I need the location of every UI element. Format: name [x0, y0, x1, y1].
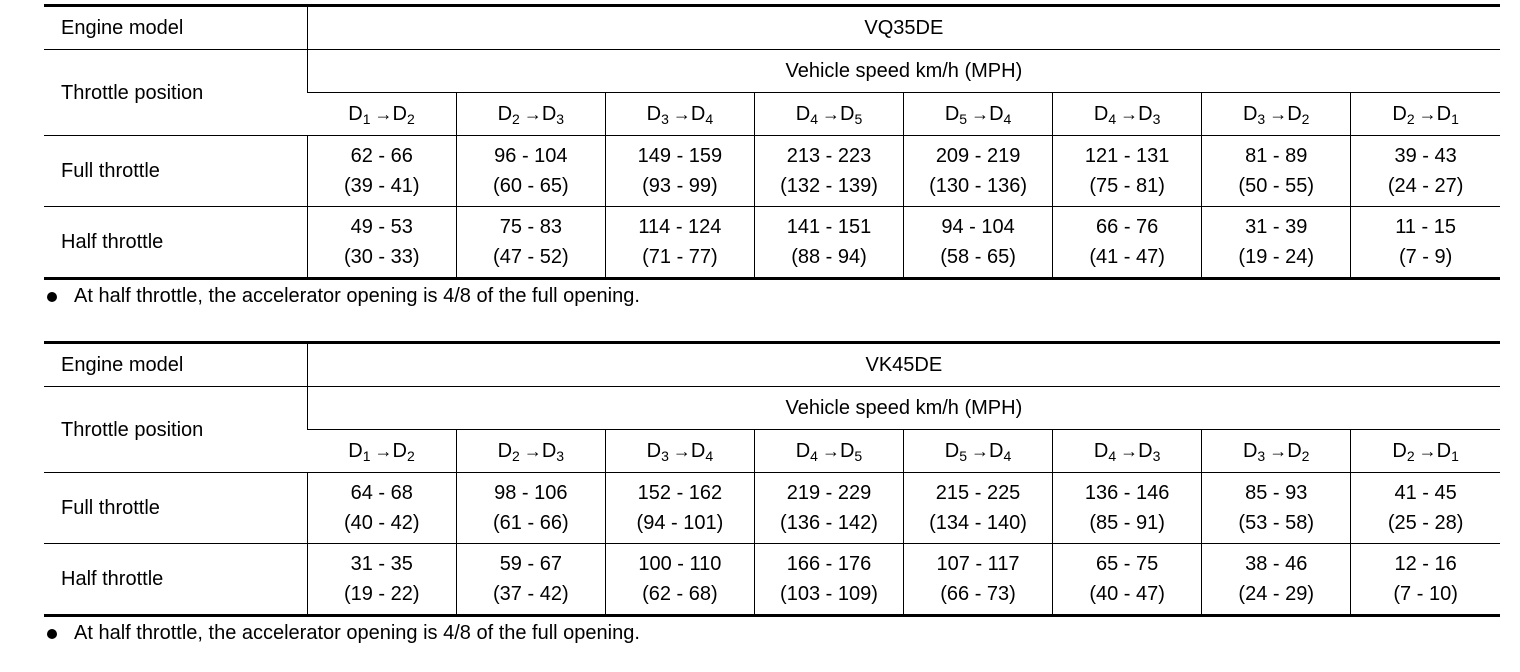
- shift-to: D: [1436, 439, 1452, 462]
- speed-kmh: 11 - 15: [1395, 216, 1457, 238]
- speed-header-row: [44, 387, 1500, 430]
- speed-kmh: 65 - 75: [1096, 553, 1159, 575]
- shift-to-gear: 4: [1003, 110, 1012, 127]
- speed-mph: (85 - 91): [1089, 512, 1165, 534]
- speed-cell: [456, 544, 605, 616]
- speed-kmh: 219 - 229: [786, 482, 872, 504]
- speed-kmh: 94 - 104: [941, 216, 1015, 238]
- speed-cell: [307, 473, 456, 544]
- speed-mph: (130 - 136): [929, 175, 1027, 197]
- row-label: Half throttle: [44, 207, 307, 279]
- shift-from-gear: 4: [1108, 447, 1117, 464]
- speed-mph: (136 - 142): [780, 512, 878, 534]
- vehicle-speed-header: Vehicle speed km/h (MPH): [307, 387, 1500, 430]
- speed-mph: (60 - 65): [493, 175, 569, 197]
- speed-mph: (24 - 27): [1387, 175, 1464, 197]
- shift-to: D: [690, 439, 706, 462]
- shift-from-gear: 2: [1406, 110, 1415, 127]
- shift-to: D: [839, 439, 855, 462]
- speed-cell: [1202, 136, 1351, 207]
- shift-to: D: [989, 102, 1004, 125]
- shift-header-cell: [904, 430, 1053, 473]
- shift-from: D: [795, 102, 811, 125]
- speed-mph: (134 - 140): [929, 512, 1027, 534]
- shift-to-gear: 2: [406, 447, 415, 464]
- speed-cell: [605, 136, 754, 207]
- speed-cell: [754, 136, 903, 207]
- shift-from: D: [348, 439, 363, 462]
- throttle-position-label: Throttle position: [44, 50, 307, 136]
- speed-kmh: 107 - 117: [936, 553, 1020, 575]
- shift-header-cell: [605, 93, 754, 136]
- speed-kmh: 64 - 68: [350, 482, 413, 504]
- shift-to: D: [1287, 102, 1302, 125]
- speed-kmh: 41 - 45: [1394, 482, 1457, 504]
- speed-cell: [1202, 544, 1351, 616]
- speed-cell: [1351, 136, 1500, 207]
- engine-model-row: [44, 6, 1500, 50]
- shift-arrow-icon: →: [523, 440, 542, 461]
- shift-from: D: [497, 439, 513, 462]
- shift-header-cell: [1053, 93, 1202, 136]
- speed-kmh: 38 - 46: [1245, 553, 1308, 575]
- speed-cell: [904, 136, 1053, 207]
- shift-to: D: [541, 102, 557, 125]
- speed-cell: [1351, 544, 1500, 616]
- shift-to-gear: 3: [1152, 447, 1161, 464]
- speed-cell: [1053, 473, 1202, 544]
- shift-arrow-icon: →: [821, 440, 840, 461]
- speed-mph: (39 - 41): [343, 175, 420, 197]
- shift-from: D: [1093, 439, 1109, 462]
- speed-mph: (40 - 42): [343, 512, 420, 534]
- speed-kmh: 96 - 104: [494, 145, 568, 167]
- speed-cell: [1053, 207, 1202, 279]
- speed-kmh: 81 - 89: [1245, 145, 1308, 167]
- speed-mph: (103 - 109): [780, 583, 878, 605]
- shift-from: D: [1093, 102, 1109, 125]
- shift-to-gear: 2: [406, 110, 415, 127]
- shift-to: D: [392, 102, 407, 125]
- shift-header-cell: [904, 93, 1053, 136]
- shift-to: D: [989, 439, 1004, 462]
- speed-kmh: 209 - 219: [935, 145, 1021, 167]
- speed-header-row: [44, 50, 1500, 93]
- shift-from: D: [944, 102, 960, 125]
- speed-mph: (25 - 28): [1387, 512, 1464, 534]
- speed-kmh: 75 - 83: [499, 216, 562, 238]
- speed-kmh: 39 - 43: [1394, 145, 1457, 167]
- speed-cell: [456, 207, 605, 279]
- shift-to-gear: 2: [1301, 447, 1310, 464]
- speed-cell: [904, 473, 1053, 544]
- shift-from: D: [646, 102, 662, 125]
- shift-header-cell: [1351, 430, 1500, 473]
- speed-cell: [307, 544, 456, 616]
- speed-kmh: 141 - 151: [786, 216, 872, 238]
- shift-from: D: [1242, 102, 1258, 125]
- shift-header-cell: [1202, 93, 1351, 136]
- bullet-icon: [47, 292, 57, 302]
- speed-cell: [605, 473, 754, 544]
- speed-kmh: 149 - 159: [637, 145, 723, 167]
- speed-kmh: 12 - 16: [1394, 553, 1457, 575]
- shift-to-gear: 5: [854, 110, 863, 127]
- speed-mph: (37 - 42): [493, 583, 569, 605]
- speed-kmh: 152 - 162: [637, 482, 723, 504]
- shift-arrow-icon: →: [374, 103, 393, 124]
- speed-cell: [1053, 544, 1202, 616]
- speed-kmh: 98 - 106: [494, 482, 568, 504]
- shift-to: D: [690, 102, 706, 125]
- speed-mph: (132 - 139): [780, 175, 878, 197]
- shift-to-gear: 4: [1003, 447, 1012, 464]
- speed-cell: [307, 136, 456, 207]
- half-throttle-note: [44, 280, 1500, 312]
- shift-from-gear: 3: [1257, 447, 1266, 464]
- speed-mph: (47 - 52): [493, 246, 569, 268]
- vehicle-speed-header: Vehicle speed km/h (MPH): [307, 50, 1500, 93]
- speed-cell: [307, 207, 456, 279]
- shift-to-gear: 4: [705, 110, 714, 127]
- shift-header-cell: [307, 93, 456, 136]
- speed-kmh: 136 - 146: [1084, 482, 1170, 504]
- speed-mph: (30 - 33): [343, 246, 420, 268]
- shift-arrow-icon: →: [1120, 440, 1139, 461]
- engine-model-value: VQ35DE: [307, 6, 1500, 50]
- table-row-full-throttle: [44, 473, 1500, 544]
- speed-mph: (66 - 73): [940, 583, 1016, 605]
- speed-mph: (19 - 22): [343, 583, 420, 605]
- speed-mph: (41 - 47): [1089, 246, 1165, 268]
- shift-header-cell: [456, 430, 605, 473]
- speed-mph: (7 - 10): [1393, 583, 1458, 605]
- speed-mph: (58 - 65): [940, 246, 1016, 268]
- row-label: Full throttle: [44, 473, 307, 544]
- speed-cell: [1053, 136, 1202, 207]
- shift-from-gear: 3: [661, 110, 669, 127]
- shift-to-gear: 1: [1451, 110, 1459, 127]
- engine-model-value: VK45DE: [307, 343, 1500, 387]
- speed-cell: [605, 207, 754, 279]
- shift-from-gear: 4: [810, 110, 818, 127]
- shift-header-cell: [1351, 93, 1500, 136]
- shift-header-cell: [1053, 430, 1202, 473]
- speed-mph: (40 - 47): [1089, 583, 1165, 605]
- shift-arrow-icon: →: [523, 103, 542, 124]
- shift-schedule-section-vq35de: [44, 4, 1500, 312]
- speed-kmh: 114 - 124: [638, 216, 722, 238]
- shift-from-gear: 3: [1257, 110, 1266, 127]
- shift-schedule-table-vk45de: [44, 341, 1500, 617]
- shift-from-gear: 1: [362, 447, 371, 464]
- half-throttle-note: [44, 617, 1500, 649]
- shift-to: D: [1287, 439, 1302, 462]
- speed-mph: (19 - 24): [1238, 246, 1315, 268]
- shift-header-cell: [754, 430, 903, 473]
- speed-kmh: 66 - 76: [1096, 216, 1159, 238]
- shift-arrow-icon: →: [374, 440, 393, 461]
- shift-arrow-icon: →: [672, 440, 691, 461]
- speed-mph: (88 - 94): [791, 246, 867, 268]
- speed-kmh: 31 - 35: [350, 553, 413, 575]
- shift-from: D: [795, 439, 811, 462]
- shift-arrow-icon: →: [672, 103, 691, 124]
- shift-to-gear: 1: [1451, 447, 1459, 464]
- speed-mph: (24 - 29): [1238, 583, 1314, 605]
- row-label: Half throttle: [44, 544, 307, 616]
- speed-mph: (7 - 9): [1398, 246, 1453, 268]
- shift-arrow-icon: →: [1418, 103, 1437, 124]
- shift-arrow-icon: →: [1269, 440, 1288, 461]
- speed-kmh: 166 - 176: [786, 553, 872, 575]
- table-row-full-throttle: [44, 136, 1500, 207]
- speed-mph: (61 - 66): [493, 512, 569, 534]
- shift-from-gear: 2: [512, 110, 520, 127]
- shift-to-gear: 5: [854, 447, 863, 464]
- shift-to-gear: 2: [1301, 110, 1310, 127]
- table-row-half-throttle: [44, 544, 1500, 616]
- shift-header-cell: [605, 430, 754, 473]
- speed-cell: [1351, 207, 1500, 279]
- shift-schedule-section-vk45de: [44, 341, 1500, 649]
- shift-schedule-table-vq35de: [44, 4, 1500, 280]
- shift-to-gear: 3: [556, 110, 565, 127]
- speed-cell: [754, 473, 903, 544]
- shift-from-gear: 5: [959, 110, 968, 127]
- shift-from-gear: 1: [362, 110, 371, 127]
- speed-kmh: 49 - 53: [350, 216, 413, 238]
- shift-header-cell: [307, 430, 456, 473]
- shift-header-cell: [456, 93, 605, 136]
- shift-to: D: [1138, 102, 1153, 125]
- engine-model-label: Engine model: [44, 343, 307, 387]
- speed-kmh: 59 - 67: [499, 553, 562, 575]
- shift-to: D: [541, 439, 557, 462]
- shift-to: D: [1436, 102, 1452, 125]
- speed-cell: [1351, 473, 1500, 544]
- shift-from: D: [348, 102, 363, 125]
- shift-to-gear: 4: [705, 447, 714, 464]
- shift-header-cell: [754, 93, 903, 136]
- speed-cell: [904, 544, 1053, 616]
- shift-from: D: [944, 439, 960, 462]
- row-label: Full throttle: [44, 136, 307, 207]
- speed-kmh: 100 - 110: [638, 553, 722, 575]
- shift-to-gear: 3: [556, 447, 565, 464]
- shift-from-gear: 4: [1108, 110, 1117, 127]
- speed-cell: [456, 136, 605, 207]
- shift-from: D: [646, 439, 662, 462]
- note-text: At half throttle, the accelerator opening is 4/8 of the full opening.: [74, 285, 640, 307]
- shift-from: D: [497, 102, 513, 125]
- speed-cell: [904, 207, 1053, 279]
- speed-mph: (62 - 68): [642, 583, 718, 605]
- shift-from-gear: 2: [512, 447, 520, 464]
- shift-arrow-icon: →: [971, 440, 990, 461]
- shift-from-gear: 4: [810, 447, 818, 464]
- shift-header-cell: [1202, 430, 1351, 473]
- shift-arrow-icon: →: [1269, 103, 1288, 124]
- bullet-icon: [47, 629, 57, 639]
- speed-cell: [754, 544, 903, 616]
- speed-cell: [605, 544, 754, 616]
- engine-model-row: [44, 343, 1500, 387]
- speed-kmh: 31 - 39: [1245, 216, 1308, 238]
- shift-to-gear: 3: [1152, 110, 1161, 127]
- throttle-position-label: Throttle position: [44, 387, 307, 473]
- speed-mph: (53 - 58): [1238, 512, 1314, 534]
- speed-mph: (71 - 77): [642, 246, 718, 268]
- speed-cell: [754, 207, 903, 279]
- speed-cell: [456, 473, 605, 544]
- speed-kmh: 62 - 66: [350, 145, 413, 167]
- shift-to: D: [1138, 439, 1153, 462]
- shift-from: D: [1392, 439, 1407, 462]
- shift-arrow-icon: →: [971, 103, 990, 124]
- speed-cell: [1202, 207, 1351, 279]
- shift-from: D: [1392, 102, 1407, 125]
- speed-kmh: 213 - 223: [786, 145, 872, 167]
- speed-cell: [1202, 473, 1351, 544]
- shift-from-gear: 2: [1406, 447, 1415, 464]
- speed-mph: (50 - 55): [1238, 175, 1315, 197]
- speed-kmh: 121 - 131: [1084, 145, 1170, 167]
- shift-to: D: [839, 102, 855, 125]
- speed-mph: (93 - 99): [642, 175, 718, 197]
- speed-mph: (94 - 101): [636, 512, 724, 534]
- table-row-half-throttle: [44, 207, 1500, 279]
- shift-from-gear: 5: [959, 447, 968, 464]
- shift-from-gear: 3: [661, 447, 669, 464]
- speed-kmh: 85 - 93: [1245, 482, 1308, 504]
- speed-mph: (75 - 81): [1089, 175, 1165, 197]
- engine-model-label: Engine model: [44, 6, 307, 50]
- note-text: At half throttle, the accelerator opening is 4/8 of the full opening.: [74, 622, 640, 644]
- shift-arrow-icon: →: [821, 103, 840, 124]
- shift-to: D: [392, 439, 407, 462]
- speed-kmh: 215 - 225: [935, 482, 1021, 504]
- shift-from: D: [1242, 439, 1258, 462]
- shift-arrow-icon: →: [1418, 440, 1437, 461]
- shift-arrow-icon: →: [1120, 103, 1139, 124]
